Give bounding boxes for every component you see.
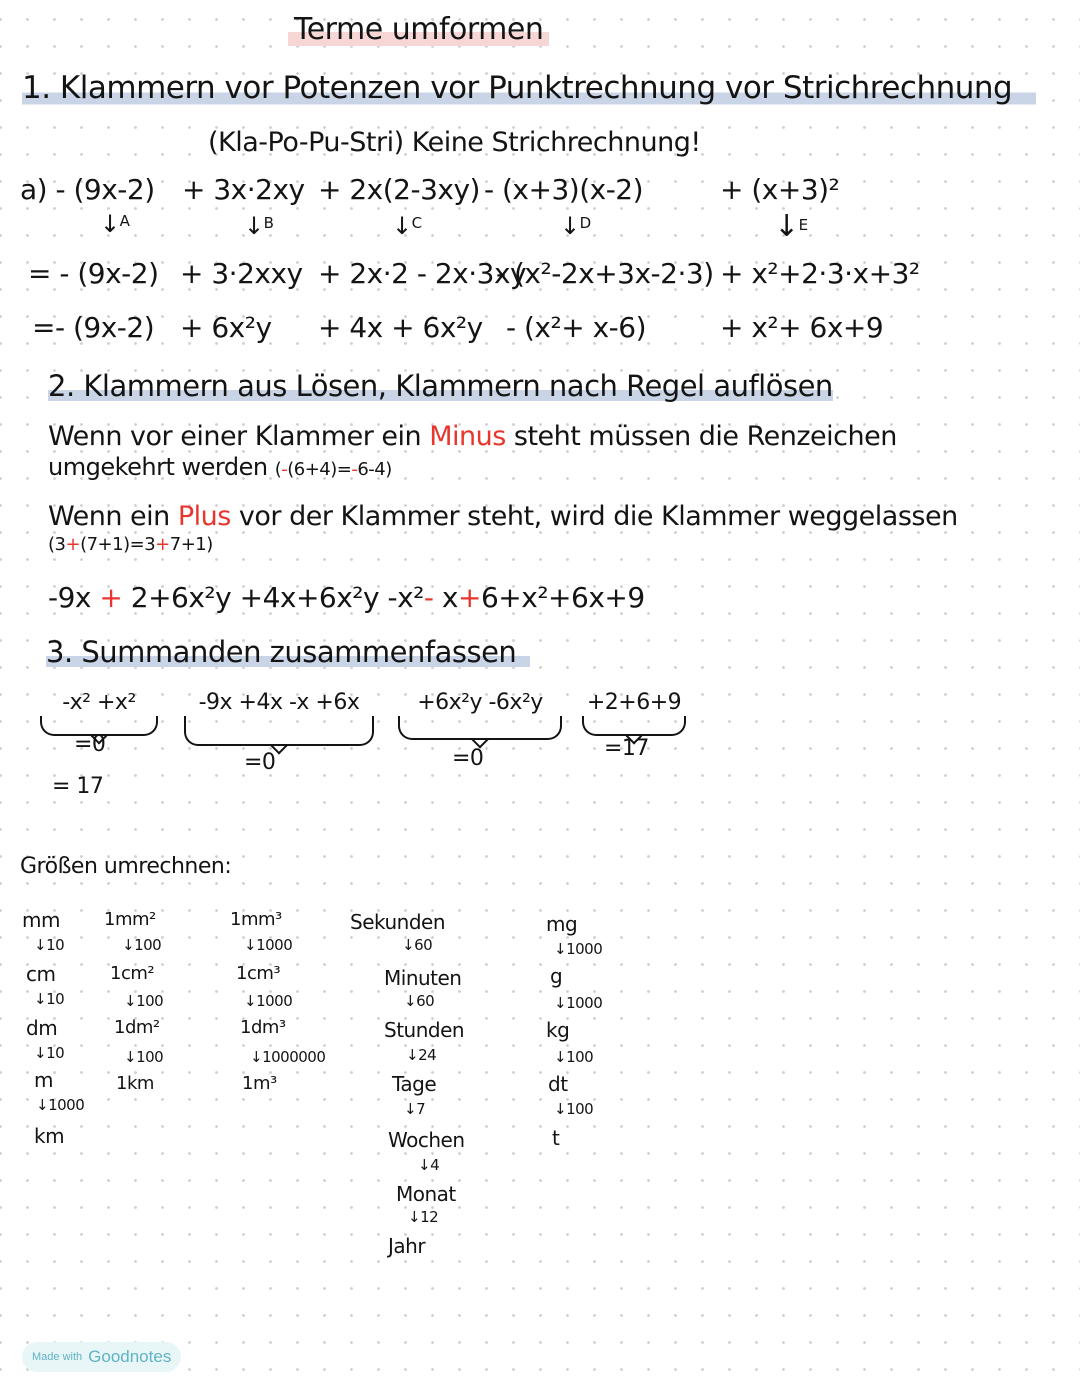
arrow-down-icon: ↓$^B$ xyxy=(244,212,274,240)
page-title: Terme umformen xyxy=(288,10,549,50)
minus-keyword: Minus xyxy=(429,421,506,452)
rule-minus-line2 xyxy=(48,452,392,482)
expr-b-term-5: + x²+2·3·x+3² xyxy=(720,257,920,290)
example-text: (3 xyxy=(48,534,66,555)
unit-dm3: 1dm³ xyxy=(240,1017,286,1038)
group-x-squared xyxy=(40,690,158,736)
step3-heading: 3. Summanden zusammenfassen xyxy=(46,632,530,672)
step1-subheading: (Kla-Po-Pu-Stri) Keine Strichrechnung! xyxy=(208,127,701,158)
factor-arrow: ↓100 xyxy=(124,1048,164,1066)
factor-arrow: ↓7 xyxy=(404,1100,426,1118)
expr-text: 2+6x²y +4x+6x²y -x² xyxy=(122,581,424,614)
unit-m: m xyxy=(34,1068,53,1092)
example-text: 6-4) xyxy=(357,459,392,480)
unit-wochen: Wochen xyxy=(388,1128,465,1152)
group-terms: +2+6+9 xyxy=(586,690,682,715)
unit-mm3: 1mm³ xyxy=(230,909,282,930)
factor-arrow: ↓10 xyxy=(34,936,65,954)
unit-dm2: 1dm² xyxy=(114,1017,160,1038)
arrow-label-c: C xyxy=(411,214,422,232)
arrow-label-e: E xyxy=(798,216,808,234)
rule-text: vor der Klammer steht, wird die Klammer weggelassen xyxy=(230,501,958,532)
factor-arrow: ↓1000 xyxy=(36,1096,85,1114)
expr-a-term-5: + (x+3)² xyxy=(720,173,840,206)
expr-c-term-3: + 4x + 6x²y xyxy=(318,311,483,344)
unit-t: t xyxy=(552,1126,560,1150)
expr-a-term-3: + 2x(2-3xy) xyxy=(318,173,480,206)
arrow-down-icon: ↓$^C$ xyxy=(392,212,422,240)
group-constants xyxy=(582,690,686,736)
unit-km-area: 1km xyxy=(116,1073,154,1094)
rule-plus-line1 xyxy=(48,502,958,532)
expr-c-term-2: + 6x²y xyxy=(180,311,272,344)
factor-arrow: ↓10 xyxy=(34,990,65,1008)
group-terms: -x² +x² xyxy=(62,690,136,715)
factor-arrow: ↓1000 xyxy=(244,992,293,1010)
unit-cm: cm xyxy=(26,962,56,986)
group-result: =0 xyxy=(74,732,106,757)
unit-monat: Monat xyxy=(396,1182,456,1206)
factor-arrow: ↓10 xyxy=(34,1044,65,1062)
goodnotes-logo: Goodnotes xyxy=(88,1347,172,1366)
expr-c-term-1: =- (9x-2) xyxy=(32,311,155,344)
expr-red-sign: + xyxy=(458,581,481,614)
factor-arrow: ↓100 xyxy=(122,936,162,954)
example-text: 7+1) xyxy=(169,534,213,555)
example-text: (6+4)= xyxy=(287,459,352,480)
group-result: =17 xyxy=(604,736,649,761)
factor-arrow: ↓1000 xyxy=(244,936,293,954)
expr-a-term-2: + 3x·2xy xyxy=(182,173,305,206)
unit-mm2: 1mm² xyxy=(104,909,156,930)
expanded-expression xyxy=(48,580,645,616)
expr-b-term-4: - (x²-2x+3x-2·3) xyxy=(496,257,714,290)
expr-c-term-5: + x²+ 6x+9 xyxy=(720,311,884,344)
rule-minus-line1 xyxy=(48,422,897,452)
rule-text: Wenn ein xyxy=(48,501,178,532)
unit-mg: mg xyxy=(546,912,578,936)
made-with-label: Made with xyxy=(32,1351,83,1363)
unit-mm: mm xyxy=(22,908,60,932)
example-red-sign: - xyxy=(351,459,358,480)
expr-b-term-1: = - (9x-2) xyxy=(28,257,159,290)
step1-heading: 1. Klammern vor Potenzen vor Punktrechnung vor Strichrechnung xyxy=(22,66,1036,110)
brace-icon xyxy=(398,716,562,740)
unit-minuten: Minuten xyxy=(384,966,462,990)
expr-b-term-3: + 2x·2 - 2x·3xy xyxy=(318,257,527,290)
unit-cm3: 1cm³ xyxy=(236,963,281,984)
unit-kg: kg xyxy=(546,1018,570,1042)
unit-tage: Tage xyxy=(392,1072,437,1096)
unit-m3: 1m³ xyxy=(242,1073,277,1094)
rule-plus-example xyxy=(48,534,213,556)
factor-arrow: ↓100 xyxy=(554,1100,594,1118)
arrow-label-d: D xyxy=(579,214,591,232)
unit-sekunden: Sekunden xyxy=(350,910,445,934)
expr-text: -9x xyxy=(48,581,100,614)
factor-arrow: ↓100 xyxy=(554,1048,594,1066)
rule-text: steht müssen die Renzeichen xyxy=(505,421,897,452)
final-result: = 17 xyxy=(52,774,104,799)
example-red-sign: + xyxy=(155,534,170,555)
group-result: =0 xyxy=(244,750,276,775)
rule-text: umgekehrt werden xyxy=(48,453,275,481)
unit-dm: dm xyxy=(26,1016,58,1040)
unit-g: g xyxy=(550,964,563,988)
expr-a-term-1: a) - (9x-2) xyxy=(20,173,155,206)
factor-arrow: ↓24 xyxy=(406,1046,437,1064)
step2-heading: 2. Klammern aus Lösen, Klammern nach Regel auflösen xyxy=(48,366,833,406)
group-result: =0 xyxy=(452,746,484,771)
arrow-label-a: A xyxy=(119,212,130,230)
arrow-label-b: B xyxy=(263,214,274,232)
expr-text: 6+x²+6x+9 xyxy=(480,581,645,614)
expr-a-term-4: - (x+3)(x-2) xyxy=(484,173,644,206)
factor-arrow: ↓1000000 xyxy=(250,1048,326,1066)
factor-arrow: ↓1000 xyxy=(554,994,603,1012)
brace-icon xyxy=(582,716,686,736)
rule-minus-example xyxy=(275,459,392,480)
group-x-terms xyxy=(184,690,374,746)
unit-km: km xyxy=(34,1124,65,1148)
expr-text: x xyxy=(433,581,458,614)
rule-text: Wenn vor einer Klammer ein xyxy=(48,421,430,452)
expr-red-sign: - xyxy=(423,581,434,614)
plus-keyword: Plus xyxy=(177,501,231,532)
unit-stunden: Stunden xyxy=(384,1018,465,1042)
factor-arrow: ↓60 xyxy=(402,936,433,954)
goodnotes-watermark xyxy=(22,1342,181,1372)
factor-arrow: ↓1000 xyxy=(554,940,603,958)
unit-dt: dt xyxy=(548,1072,568,1096)
unit-jahr: Jahr xyxy=(388,1234,426,1258)
expr-b-term-2: + 3·2xxy xyxy=(180,257,303,290)
example-text: ( xyxy=(274,459,282,480)
factor-arrow: ↓4 xyxy=(418,1156,440,1174)
factor-arrow: ↓12 xyxy=(408,1208,439,1226)
expr-red-sign: + xyxy=(99,581,123,614)
arrow-down-icon: ↓$^E$ xyxy=(774,209,808,244)
conversion-heading: Größen umrechnen: xyxy=(20,854,232,879)
factor-arrow: ↓60 xyxy=(404,992,435,1010)
brace-icon xyxy=(184,716,374,746)
arrow-down-icon: ↓$^D$ xyxy=(560,212,591,240)
group-terms: +6x²y -6x²y xyxy=(417,690,543,715)
arrow-down-icon: ↓$^A$ xyxy=(100,210,130,238)
group-terms: -9x +4x -x +6x xyxy=(198,690,360,715)
expr-c-term-4: - (x²+ x-6) xyxy=(506,311,646,344)
example-red-sign: - xyxy=(281,459,288,480)
group-x2y-terms xyxy=(398,690,562,740)
example-red-sign: + xyxy=(65,534,81,555)
unit-cm2: 1cm² xyxy=(110,963,155,984)
example-text: (7+1)=3 xyxy=(80,534,156,555)
factor-arrow: ↓100 xyxy=(124,992,164,1010)
